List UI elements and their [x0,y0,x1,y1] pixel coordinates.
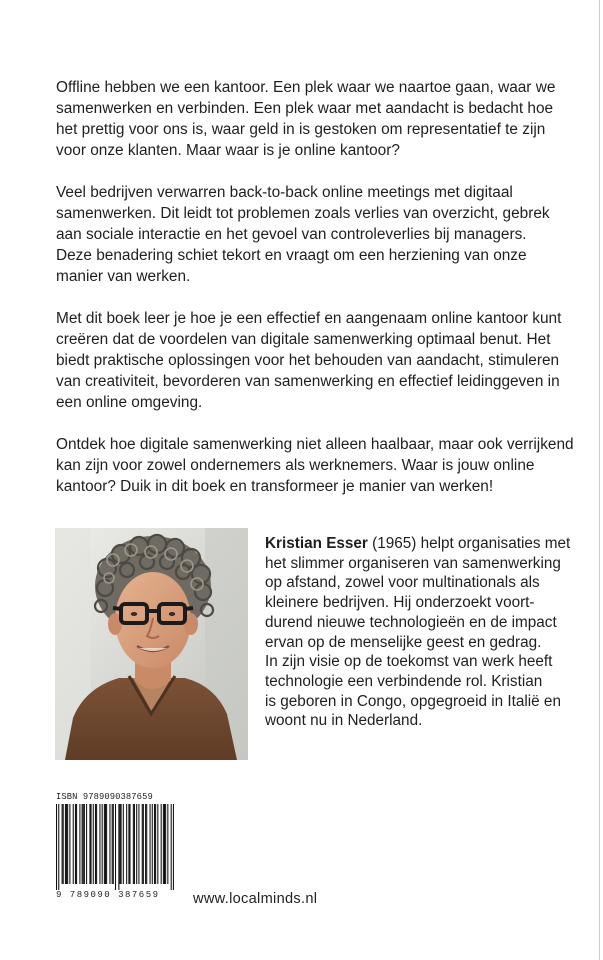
blurb-line: een online omgeving. [56,394,203,411]
author-bio [265,534,583,731]
bio-line: woont nu in Nederland. [265,712,423,730]
barcode-bar [173,804,174,890]
barcode-bar [102,804,103,884]
barcode-bar [99,804,100,884]
blurb-line: biedt praktische oplossingen voor het behouden van aandacht, stimuleren [56,352,560,369]
barcode-bar [113,804,114,884]
barcode-bar [128,804,129,884]
barcode-bar [91,804,92,884]
blurb-line: kan zijn voor zowel ondernemers als werknemers. Waar is jouw online [56,457,535,474]
barcode-bar [83,804,84,884]
author-name: Kristian Esser [265,535,368,552]
barcode-bar [161,804,162,884]
bio-line: durend nieuwe technologieën en de impact [265,613,557,631]
blurb-line: manier van werken. [56,268,191,285]
barcode-bar [142,804,143,884]
bio-line: technologie een verbindende rol. Kristian [265,672,543,690]
barcode-bar [155,804,156,884]
barcode-bar [118,804,119,890]
barcode-bar [58,804,59,890]
barcode-bar [93,804,94,884]
barcode-bar [157,804,158,884]
barcode-bar [112,804,113,884]
blurb-line: kantoor? Duik in dit boek en transformeer je manier van werken! [56,478,494,495]
blurb-line: Deze benadering schiet tekort en vraagt om een herziening van onze [56,247,527,264]
barcode-bar [86,804,87,884]
blurb-line: creëren dat de voordelen van digitale samenwerking optimaal benut. Het [56,331,551,348]
barcode-bar [145,804,146,884]
barcode-bar [106,804,107,884]
barcode-bar [143,804,144,884]
blurb-line: aan sociale interactie en het gevoel van controleverlies bij managers. [56,226,527,243]
bio-line: ervan op de menselijke geest en gedrag. [265,633,542,651]
barcode-bar [105,804,106,884]
blurb-paragraph-1 [56,77,576,161]
barcode-bar [138,804,139,884]
barcode-bar [84,804,85,884]
blurb-text [56,77,576,518]
barcode-bar [69,804,70,884]
barcode-bar [126,804,127,884]
barcode-bar [95,804,96,884]
blurb-line: samenwerken en verbinden. Een plek waar met aandacht is bedacht hoe [56,100,554,117]
blurb-line: Ontdek hoe digitale samenwerking niet alleen haalbaar, maar ook verrijkend [56,436,574,453]
bio-line: kleinere bedrijven. Hij onderzoekt voort- [265,594,535,612]
barcode-bar [150,804,151,884]
barcode-bar [73,804,74,884]
barcode-bar [79,804,80,884]
blurb-paragraph-3 [56,308,576,413]
barcode-bar [109,804,110,884]
barcode-bar [65,804,66,884]
barcode-bar [63,804,64,884]
author-photo [55,528,248,760]
blurb-line: het prettig voor ons is, waar geld in is gestoken om representatief te zijn [56,121,546,138]
barcode-bar [75,804,76,884]
bio-line: is geboren in Congo, opgegroeid in Italië en [265,692,561,710]
barcode-bar [104,804,105,884]
barcode-bar [66,804,67,884]
page-edge-line [599,0,600,960]
bio-line [265,534,583,554]
barcode-bar [115,804,116,890]
blurb-paragraph-4 [56,434,576,497]
barcode-bars [56,804,174,890]
barcode-bar [136,804,137,884]
barcode-bar [129,804,130,884]
barcode-bar [82,804,83,884]
bio-line-text: (1965) helpt organisaties met [367,535,571,552]
barcode-bar [163,804,164,884]
barcode-bar [121,804,122,884]
barcode-bar [165,804,166,884]
barcode-bar [164,804,165,884]
barcode-bar [146,804,147,884]
bio-line: op afstand, zowel voor multinationals als [265,574,540,592]
barcode-bar [89,804,90,884]
barcode-bar [167,804,168,884]
isbn-barcode [56,792,174,912]
barcode-bar [154,804,155,884]
blurb-line: Met dit boek leer je hoe je een effectief en aangenaam online kantoor kunt [56,310,562,327]
blurb-line: van creativiteit, bevorderen van samenwerking en effectief leidinggeven in [56,373,560,390]
barcode-bar [152,804,153,884]
blurb-line: Offline hebben we een kantoor. Een plek waar we naartoe gaan, waar we [56,79,556,96]
barcode-bar [56,804,57,890]
barcode-bar [133,804,134,884]
barcode-bar [76,804,77,884]
barcode-bar [62,804,63,884]
barcode-bar [96,804,97,884]
bio-line: het slimmer organiseren van samenwerking [265,554,561,572]
barcode-bar [134,804,135,884]
blurb-paragraph-2 [56,182,576,287]
website-link[interactable]: www.localminds.nl [193,891,318,907]
bio-line: In zijn visie op de toekomst van werk heeft [265,653,553,671]
blurb-line: samenwerken. Dit leidt tot problemen zoals verlies van overzicht, gebrek [56,205,550,222]
barcode-bar [123,804,124,884]
blurb-line: Veel bedrijven verwarren back-to-back online meetings met digitaal [56,184,513,201]
barcode-bar [67,804,68,884]
barcode-digits: 9 789090 387659 [56,890,160,900]
barcode-bar [171,804,172,890]
barcode-bar [119,804,120,884]
isbn-label: ISBN 9789090387659 [56,792,153,802]
blurb-line: voor onze klanten. Maar waar is je online kantoor? [56,142,400,159]
